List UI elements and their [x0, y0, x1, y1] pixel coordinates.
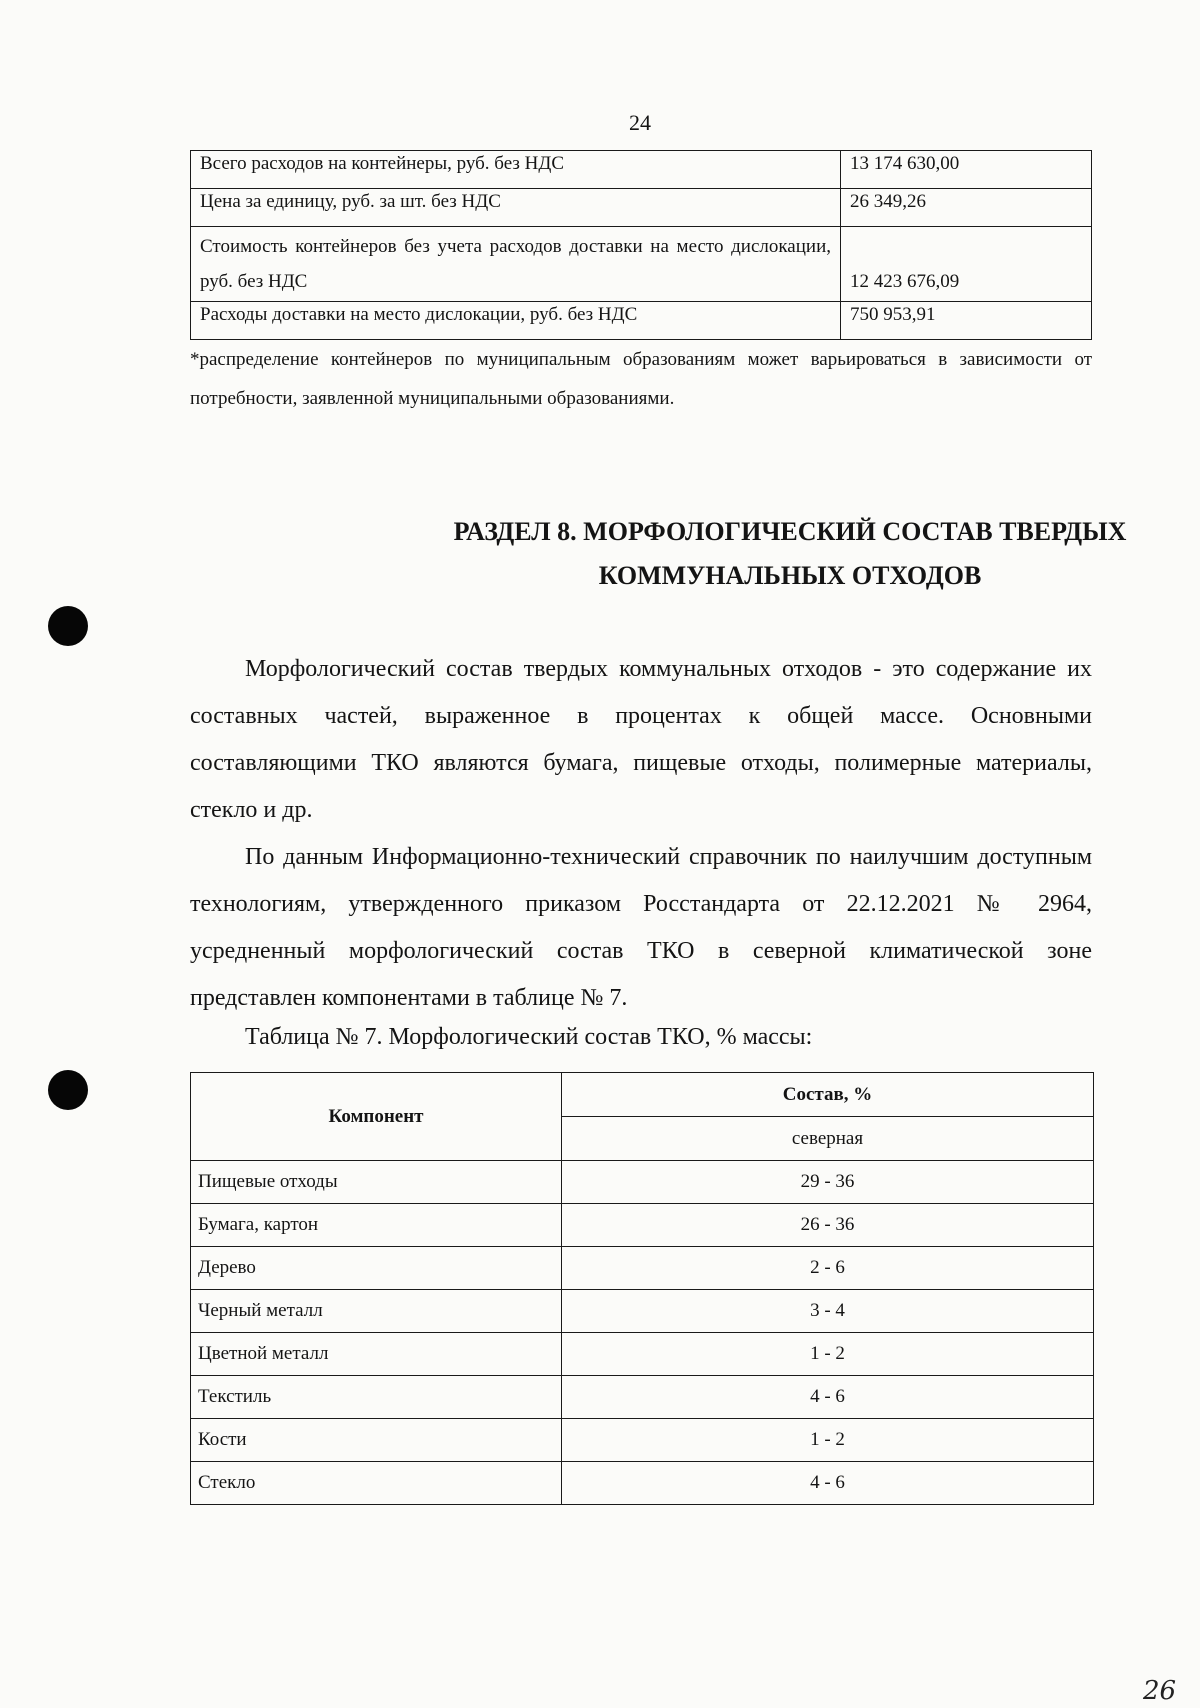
section-title-line: КОММУНАЛЬНЫХ ОТХОДОВ: [598, 561, 982, 590]
component-name: Стекло: [191, 1462, 562, 1505]
component-name: Дерево: [191, 1247, 562, 1290]
table-row: [191, 1462, 1094, 1505]
table-row: [191, 1290, 1094, 1333]
cost-value: 12 423 676,09: [841, 227, 1092, 302]
table-row: [191, 1247, 1094, 1290]
component-percent: 4 - 6: [562, 1376, 1094, 1419]
cost-label: Расходы доставки на место дислокации, руб. без НДС: [191, 302, 841, 340]
component-percent: 2 - 6: [562, 1247, 1094, 1290]
component-percent: 1 - 2: [562, 1333, 1094, 1376]
section-title-line: РАЗДЕЛ 8. МОРФОЛОГИЧЕСКИЙ СОСТАВ ТВЕРДЫХ: [453, 517, 1127, 546]
table-header-row: [191, 1073, 1094, 1117]
table-row: [191, 1204, 1094, 1247]
table-row: [191, 1419, 1094, 1462]
cost-label: Всего расходов на контейнеры, руб. без НДС: [191, 151, 841, 189]
component-percent: 26 - 36: [562, 1204, 1094, 1247]
table-row: [191, 151, 1092, 189]
section-title: [200, 510, 1200, 598]
body-text: [190, 646, 1092, 1022]
table-caption: Таблица № 7. Морфологический состав ТКО, % массы:: [245, 1024, 813, 1050]
component-percent: 3 - 4: [562, 1290, 1094, 1333]
header-component: Компонент: [191, 1073, 562, 1161]
component-percent: 4 - 6: [562, 1462, 1094, 1505]
handwritten-page-number: 26: [1143, 1676, 1177, 1706]
component-name: Текстиль: [191, 1376, 562, 1419]
cost-label: Цена за единицу, руб. за шт. без НДС: [191, 189, 841, 227]
cost-label: Стоимость контейнеров без учета расходов доставки на место дислокации, руб. без НДС: [191, 227, 841, 302]
table-row: [191, 189, 1092, 227]
paragraph: По данным Информационно-технический справочник по наилучшим доступным технологиям, утвержденного приказом Росстандарта от 22.12.2021 № 2964, усредненный морфологический состав ТКО в северной климатической зоне представлен компонентами в таблице № 7.: [190, 844, 1092, 1011]
component-percent: 29 - 36: [562, 1161, 1094, 1204]
component-name: Черный металл: [191, 1290, 562, 1333]
footnote: *распределение контейнеров по муниципальным образованиям может варьироваться в зависимости от потребности, заявленной муниципальными образованиями.: [190, 349, 1092, 409]
paragraph: Морфологический состав твердых коммунальных отходов - это содержание их составных частей, выраженное в процентах к общей массе. Основными составляющими ТКО являются бумага, пищевые отходы, полимерные материалы, стекло и др.: [190, 656, 1092, 823]
header-composition: Состав, %: [562, 1073, 1094, 1117]
cost-value: 26 349,26: [841, 189, 1092, 227]
component-name: Кости: [191, 1419, 562, 1462]
component-name: Пищевые отходы: [191, 1161, 562, 1204]
container-cost-table: [190, 150, 1092, 340]
cost-value: 13 174 630,00: [841, 151, 1092, 189]
table-row: [191, 1161, 1094, 1204]
component-name: Бумага, картон: [191, 1204, 562, 1247]
header-zone: северная: [562, 1117, 1094, 1161]
component-name: Цветной металл: [191, 1333, 562, 1376]
component-percent: 1 - 2: [562, 1419, 1094, 1462]
cost-value: 750 953,91: [841, 302, 1092, 340]
table-row: [191, 1333, 1094, 1376]
punch-hole-mark: [48, 606, 88, 646]
punch-hole-mark: [48, 1070, 88, 1110]
page-number: 24: [629, 110, 651, 135]
table-row: [191, 1376, 1094, 1419]
table-row: [191, 227, 1092, 302]
table-row: [191, 302, 1092, 340]
morphology-table: [190, 1072, 1094, 1505]
